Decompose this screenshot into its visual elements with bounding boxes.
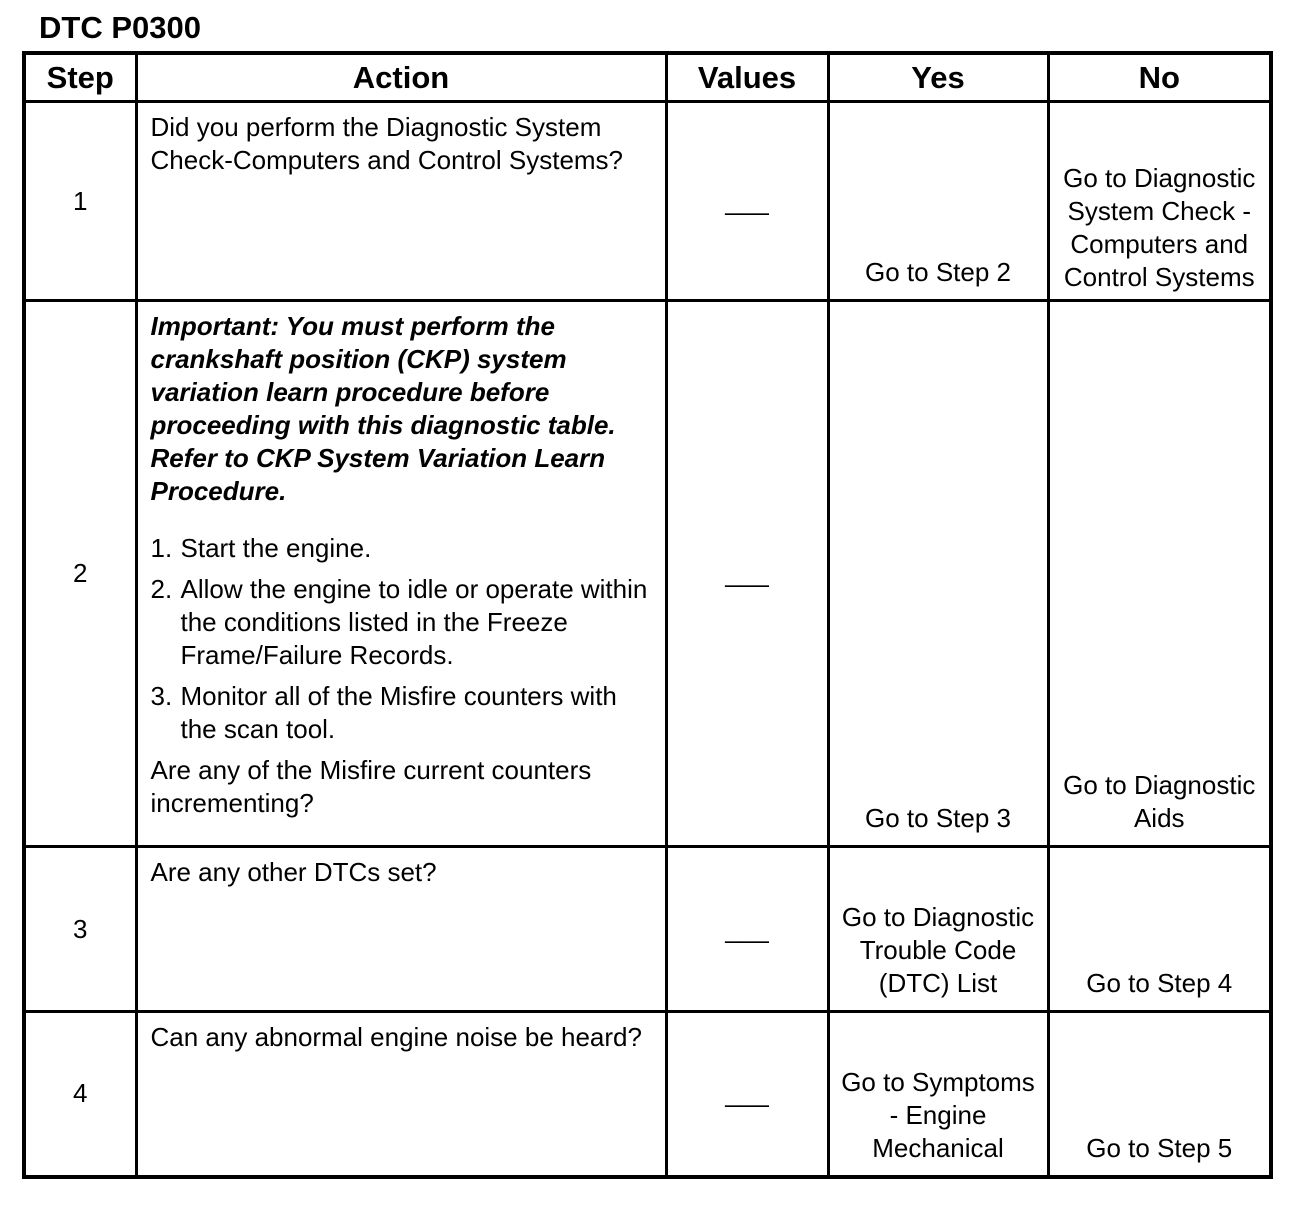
table-row	[24, 301, 1271, 847]
list-item-number: 1.	[150, 533, 173, 563]
values-cell: ___	[666, 847, 828, 1012]
table-row	[24, 102, 1271, 301]
list-item	[151, 680, 657, 746]
values-cell: ___	[666, 1012, 828, 1177]
action-text: Are any other DTCs set?	[136, 847, 666, 1012]
action-text: Did you perform the Diagnostic System Check-Computers and Control Systems?	[136, 102, 666, 301]
no-cell: Go to Step 4	[1048, 847, 1271, 1012]
table-row	[24, 847, 1271, 1012]
yes-cell: Go to Step 3	[828, 301, 1048, 847]
header-action: Action	[136, 53, 666, 102]
yes-cell: Go to Symptoms - Engine Mechanical	[828, 1012, 1048, 1177]
procedure-list	[151, 532, 657, 746]
list-item-number: 3.	[150, 681, 173, 711]
step-number: 2	[24, 301, 136, 847]
header-values: Values	[666, 53, 828, 102]
no-cell: Go to Diagnostic Aids	[1048, 301, 1271, 847]
values-cell: ___	[666, 102, 828, 301]
document-title: DTC P0300	[39, 10, 201, 45]
yes-cell: Go to Diagnostic Trouble Code (DTC) List	[828, 847, 1048, 1012]
header-yes: Yes	[828, 53, 1048, 102]
action-question: Are any of the Misfire current counters incrementing?	[150, 755, 592, 818]
important-note: Important: You must perform the crankshaft position (CKP) system variation learn procedure before proceeding with this diagnostic table. Refer to CKP System Variation Learn Procedure.	[150, 311, 616, 506]
step-number: 1	[24, 102, 136, 301]
table-row	[24, 1012, 1271, 1177]
action-cell	[136, 301, 666, 847]
list-item-text: Allow the engine to idle or operate within the conditions listed in the Freeze Frame/Failure Records.	[180, 574, 648, 670]
step-number: 4	[24, 1012, 136, 1177]
header-row	[24, 53, 1271, 102]
list-item-number: 2.	[150, 574, 173, 604]
list-item-text: Start the engine.	[180, 533, 372, 563]
no-cell: Go to Step 5	[1048, 1012, 1271, 1177]
header-no: No	[1048, 53, 1271, 102]
step-number: 3	[24, 847, 136, 1012]
list-item-text: Monitor all of the Misfire counters with the scan tool.	[180, 681, 617, 744]
yes-cell: Go to Step 2	[828, 102, 1048, 301]
no-cell: Go to Diagnostic System Check - Computers and Control Systems	[1048, 102, 1271, 301]
action-text: Can any abnormal engine noise be heard?	[136, 1012, 666, 1177]
list-item	[151, 573, 657, 672]
values-cell: ___	[666, 301, 828, 847]
list-item	[151, 532, 657, 565]
diagnostic-table	[22, 51, 1273, 1179]
header-step: Step	[24, 53, 136, 102]
